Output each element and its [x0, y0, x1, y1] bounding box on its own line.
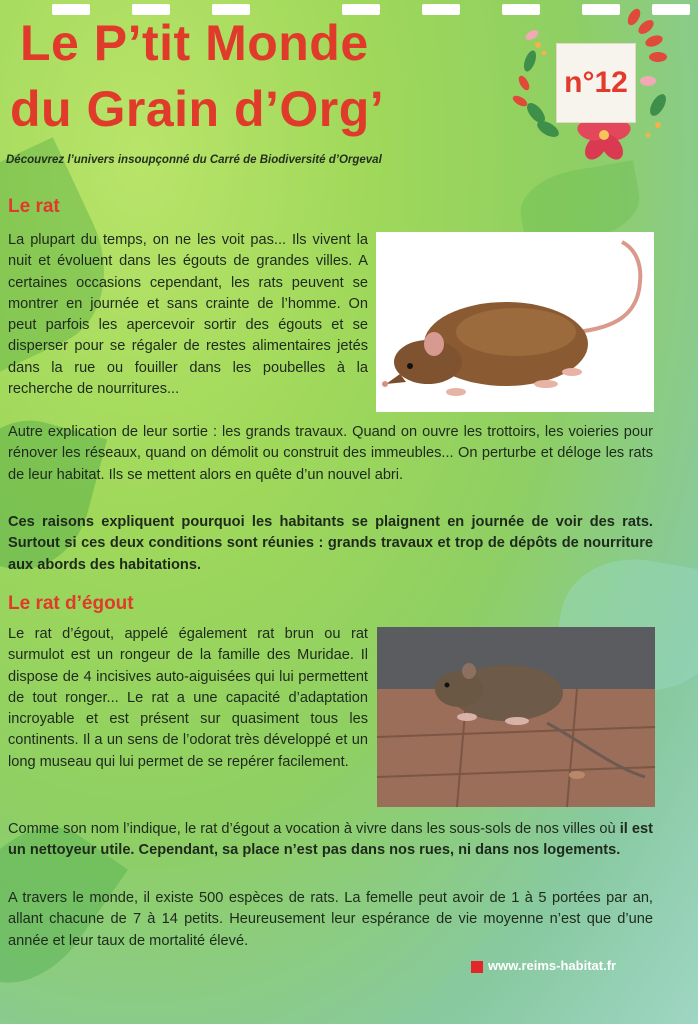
- footer-website-link[interactable]: www.reims-habitat.fr: [488, 958, 617, 973]
- brown-rat-photo: [376, 232, 654, 412]
- section-heading-rat-egout: Le rat d’égout: [8, 593, 134, 614]
- footer-bullet-icon: [471, 961, 483, 973]
- section1-continuation-text: Autre explication de leur sortie : les grands travaux. Quand on ouvre les trottoirs, les voieries pour rénover les réseaux, quand on démolit ou construit des immeubles... On perturbe et déloge les rats de leur habitat. Ils se mettent alors en quête d’un nouvel abri.: [8, 424, 653, 483]
- page-title-line-1: Le P’tit Monde: [20, 15, 369, 71]
- section2-paragraph-3: A travers le monde, il existe 500 espèces de rats. La femelle peut avoir de 1 à 5 portées par an, allant chacune de 7 à 14 petits. Heureusement leur espérance de vie moyenne n’est que d’une année et leur taux de mortalité élevé.: [8, 890, 653, 949]
- section2-paragraph-2-normal: Comme son nom l’indique, le rat d’égout a vocation à vivre dans les sous-sols de nos villes où: [8, 821, 620, 837]
- rat-image-icon: [376, 232, 654, 412]
- sewer-rat-image-icon: [377, 627, 655, 807]
- issue-badge-wreath: [508, 5, 676, 175]
- section1-intro-text: La plupart du temps, on ne les voit pas... Ils vivent la nuit et évoluent dans les égouts de grandes villes. A certaines occasions cependant, les rats peuvent se montrer en journée et sans crainte de l’homme. On peut parfois les apercevoir sortir des égouts et se disperser pour se régaler de restes alimentaires jetés dans la rue ou fouiller dans les poubelles à la recherche de nourritures...: [8, 232, 368, 398]
- section2-paragraph-2-bold: il est un nettoyeur utile. Cependant, sa place n’est pas dans nos rues, ni dans nos logements.: [8, 821, 653, 859]
- section2-intro-text: Le rat d’égout, appelé également rat brun ou rat surmulot est un rongeur de la famille des Muridae. Il dispose de 4 incisives auto-aiguisées qui lui permettent de tout ronger... Le rat a une capacité d’adaptation incroyable et est présent sur quasiment tous les continents. Il a un sens de l’odorat très développé et un long museau qui lui permet de se repérer facilement.: [8, 626, 368, 770]
- page-title-line-2: du Grain d’Org’: [10, 81, 385, 137]
- page-subtitle: Découvrez l’univers insoupçonné du Carré de Biodiversité d’Orgeval: [6, 154, 382, 166]
- sewer-rat-photo: [377, 627, 655, 807]
- section2-paragraph-2: [8, 819, 653, 862]
- section1-conclusion-text: Ces raisons expliquent pourquoi les habitants se plaignent en journée de voir des rats. Surtout si ces deux conditions sont réunies : grands travaux et trop de dépôts de nourriture aux abords des habitations.: [8, 514, 653, 573]
- issue-number-badge: n°12: [556, 43, 636, 123]
- section-heading-le-rat: Le rat: [8, 196, 60, 217]
